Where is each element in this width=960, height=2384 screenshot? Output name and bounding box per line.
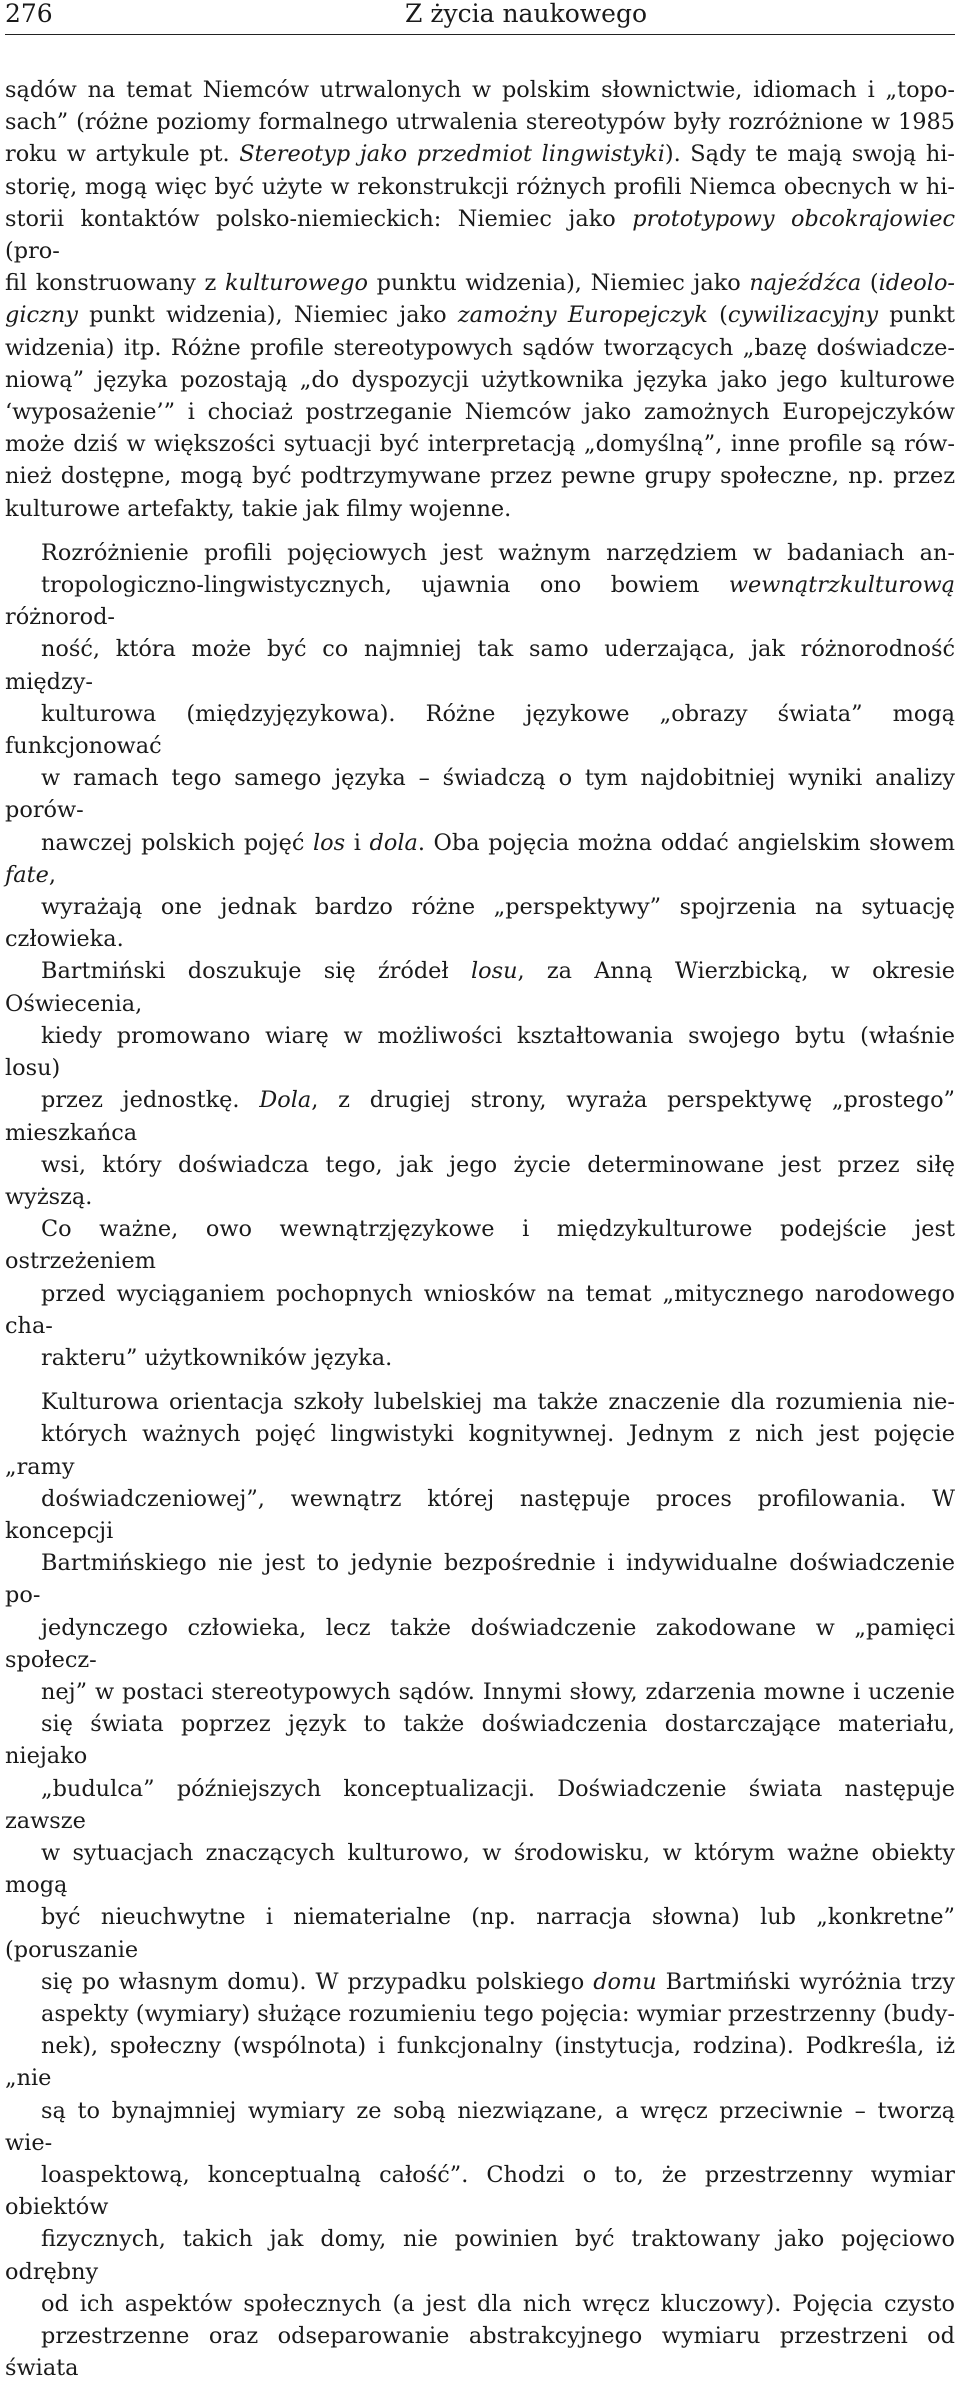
text-line [5, 299, 955, 331]
text-line [5, 1020, 955, 1084]
text-run: od ich aspektów społecznych (a jest dla nich wręcz kluczowy). Pojęcia czysto [41, 2290, 955, 2317]
italic-term: Stereotyp jako przedmiot lingwistyki [239, 141, 665, 168]
paragraph [5, 537, 955, 1374]
text-line [5, 827, 955, 891]
text-line [5, 2223, 955, 2287]
text-run: nież dostępne, mogą być podtrzymywane przez pewne grupy społeczne, np. przez [5, 463, 955, 490]
text-line [5, 1773, 955, 1837]
text-run: loaspektową, konceptualną całość”. Chodzi o to, że przestrzenny wymiar obiektów [5, 2162, 955, 2221]
text-run: Rozróżnienie profili pojęciowych jest ważnym narzędziem w badaniach an- [41, 539, 955, 566]
text-line [5, 1547, 955, 1611]
text-line [5, 1149, 955, 1213]
text-run: wyrażają one jednak bardzo różne „perspektywy” spojrzenia na sytuację człowieka. [5, 894, 955, 953]
text-line [5, 1837, 955, 1901]
text-line [5, 1708, 955, 1772]
page-number: 276 [5, 0, 53, 28]
text-run: fizycznych, takich jak domy, nie powinien być traktowany jako pojęciowo odrębny [5, 2226, 955, 2285]
text-run: storii kontaktów polsko-niemieckich: Niemiec jako [5, 205, 633, 232]
text-run: których ważnych pojęć lingwistyki kognitywnej. Jednym z nich jest pojęcie „ramy [5, 1421, 955, 1480]
text-run: widzenia) itp. Różne profile stereotypowych sądów tworzących „bazę doświadcze- [5, 334, 955, 361]
text-line [5, 569, 955, 633]
text-run: , z drugiej strony, wyraża perspektywę „prostego” mieszkańca [5, 1087, 955, 1146]
text-run: Bartmińskiego nie jest to jedynie bezpośrednie i indywidualne doświadczenie po- [5, 1550, 955, 1609]
text-line [5, 1901, 955, 1965]
text-run: jedynczego człowieka, lecz także doświadczenie zakodowane w „pamięci społecz- [5, 1614, 955, 1673]
text-run: fil konstruowany z [5, 270, 225, 297]
text-run: wsi, który doświadcza tego, jak jego życie determinowane jest przez siłę wyższą. [5, 1151, 955, 1210]
text-run: . Oba pojęcia można oddać angielskim słowem [417, 829, 955, 856]
body-text [5, 74, 955, 2384]
text-line [5, 2320, 955, 2384]
text-line [5, 428, 955, 460]
text-run: i [345, 829, 370, 856]
text-run: są to bynajmniej wymiary ze sobą niezwiązane, a wręcz przeciwnie – tworzą wie- [5, 2097, 955, 2156]
italic-term: dola [369, 829, 418, 856]
text-line [5, 1342, 955, 1374]
text-run: Bartmiński wyróżnia trzy [656, 1968, 955, 1995]
text-line [5, 698, 955, 762]
text-run: punkt widzenia), Niemiec jako [77, 302, 458, 329]
italic-term: domu [593, 1968, 657, 1995]
text-run: Co ważne, owo wewnątrzjęzykowe i międzykulturowe podejście jest ostrzeżeniem [5, 1216, 955, 1275]
text-line [5, 267, 955, 299]
paragraph [5, 1386, 955, 2384]
text-line [5, 364, 955, 396]
text-run: w sytuacjach znaczących kulturowo, w środowisku, w którym ważne obiekty mogą [5, 1839, 955, 1899]
italic-term: losu [470, 958, 518, 985]
italic-term: cywilizacyjny [727, 302, 879, 329]
text-run: nej” w postaci stereotypowych sądów. Innymi słowy, zdarzenia mowne i uczenie [41, 1678, 955, 1705]
text-line [5, 2095, 955, 2159]
text-run: aspekty (wymiary) służące rozumieniu tego pojęcia: wymiar przestrzenny (budy- [41, 2000, 955, 2027]
text-run: się po własnym domu). W przypadku polskiego [41, 1968, 594, 1995]
text-line [5, 396, 955, 428]
text-line [5, 1418, 955, 1482]
text-line [5, 633, 955, 697]
text-line [5, 74, 955, 106]
text-run: kulturowe artefakty, takie jak filmy wojenne. [5, 495, 512, 522]
text-line [5, 1612, 955, 1676]
text-run: różnorod- [5, 604, 115, 631]
text-line [5, 955, 955, 1019]
italic-term: wewnątrzkulturową [728, 572, 955, 599]
text-run: kulturowa (międzyjęzykowa). Różne językowe „obrazy świata” mogą funkcjonować [5, 700, 955, 760]
text-run: ność, która może być co najmniej tak samo uderzająca, jak różnorodność między- [5, 636, 955, 695]
text-run: (pro- [5, 238, 60, 265]
text-line [5, 1084, 955, 1148]
italic-term: fate [5, 861, 49, 888]
text-run: być nieuchwytne i niematerialne (np. narracja słowna) lub „konkretne” (poruszanie [5, 1904, 955, 1963]
italic-term: prototypowy obcokrajowiec [632, 205, 955, 232]
paragraph [5, 74, 955, 525]
text-run: się świata poprzez język to także doświadczenia dostarczające materiału, niejako [5, 1711, 955, 1770]
text-run: ( [861, 270, 879, 297]
text-run: ( [707, 302, 728, 329]
text-run: Bartmiński doszukuje się źródeł [41, 958, 471, 985]
italic-term: ideolo- [878, 270, 955, 297]
text-line [5, 1966, 955, 1998]
text-run: doświadczeniowej”, wewnątrz której następuje proces profilowania. W koncepcji [5, 1485, 955, 1544]
text-line [5, 138, 955, 170]
text-line [5, 2030, 955, 2094]
text-run: punktu widzenia), Niemiec jako [367, 270, 750, 297]
text-run: ‘wyposażenie’” i chociaż postrzeganie Niemców jako zamożnych Europejczyków [5, 399, 955, 426]
text-line [5, 493, 955, 525]
text-run: ). Sądy te mają swoją hi- [664, 141, 955, 168]
text-line [5, 537, 955, 569]
italic-term: los [312, 829, 346, 856]
text-run: w ramach tego samego języka – świadczą o tym najdobitniej wyniki analizy porów- [5, 765, 955, 824]
text-run: nek), społeczny (wspólnota) i funkcjonalny (instytucja, rodzina). Podkreśla, iż „nie [5, 2033, 955, 2092]
text-run: roku w artykule pt. [5, 141, 240, 168]
text-run: kiedy promowano wiarę w możliwości kształtowania swojego bytu (właśnie losu) [5, 1022, 955, 1082]
text-line [5, 460, 955, 492]
text-line [5, 762, 955, 826]
text-line [5, 2159, 955, 2223]
text-line [5, 332, 955, 364]
italic-term: kulturowego [224, 270, 368, 297]
text-run: nawczej polskich pojęć [41, 829, 313, 856]
text-run: przed wyciąganiem pochopnych wniosków na temat „mitycznego narodowego cha- [5, 1280, 955, 1339]
running-head: Z życia naukowego [405, 0, 648, 28]
text-run: rakteru” użytkowników języka. [41, 1344, 393, 1371]
text-line [5, 1676, 955, 1708]
italic-term: giczny [5, 302, 78, 329]
text-line [5, 171, 955, 203]
text-run: może dziś w większości sytuacji być interpretacją „domyślną”, inne profile są rów- [5, 431, 955, 458]
text-line [5, 1278, 955, 1342]
text-line [5, 2288, 955, 2320]
text-run: przez jednostkę. [41, 1087, 260, 1114]
text-run: przestrzenne oraz odseparowanie abstrakcyjnego wymiaru przestrzeni od świata [5, 2323, 955, 2382]
text-run: „budulca” późniejszych konceptualizacji. Doświadczenie świata następuje zawsze [5, 1775, 955, 1834]
text-run: Kulturowa orientacja szkoły lubelskiej ma także znaczenie dla rozumienia nie- [41, 1389, 955, 1416]
text-run: sach” (różne poziomy formalnego utrwalenia stereotypów były rozróżnione w 1985 [5, 109, 955, 136]
text-line [5, 1213, 955, 1277]
italic-term: najeźdźca [749, 270, 862, 297]
text-run: tropologiczno-lingwistycznych, ujawnia ono bowiem [41, 572, 729, 599]
text-line [5, 203, 955, 267]
text-line [5, 1483, 955, 1547]
text-line [5, 106, 955, 138]
text-run: sądów na temat Niemców utrwalonych w polskim słownictwie, idiomach i „topo- [5, 77, 955, 103]
text-run: niową” języka pozostają „do dyspozycji użytkownika języka jako jego kulturowe [5, 366, 955, 393]
text-run: storię, mogą więc być użyte w rekonstrukcji różnych profili Niemca obecnych w hi- [5, 173, 955, 200]
text-run: , [48, 861, 57, 888]
italic-term: zamożny Europejczyk [457, 302, 708, 329]
text-line [5, 891, 955, 955]
text-run: , za Anną Wierzbicką, w okresie Oświecenia, [5, 958, 955, 1017]
page-header [5, 0, 955, 35]
text-run: punkt [878, 302, 956, 329]
text-line [5, 1998, 955, 2030]
text-line [5, 1386, 955, 1418]
italic-term: Dola [259, 1087, 312, 1114]
